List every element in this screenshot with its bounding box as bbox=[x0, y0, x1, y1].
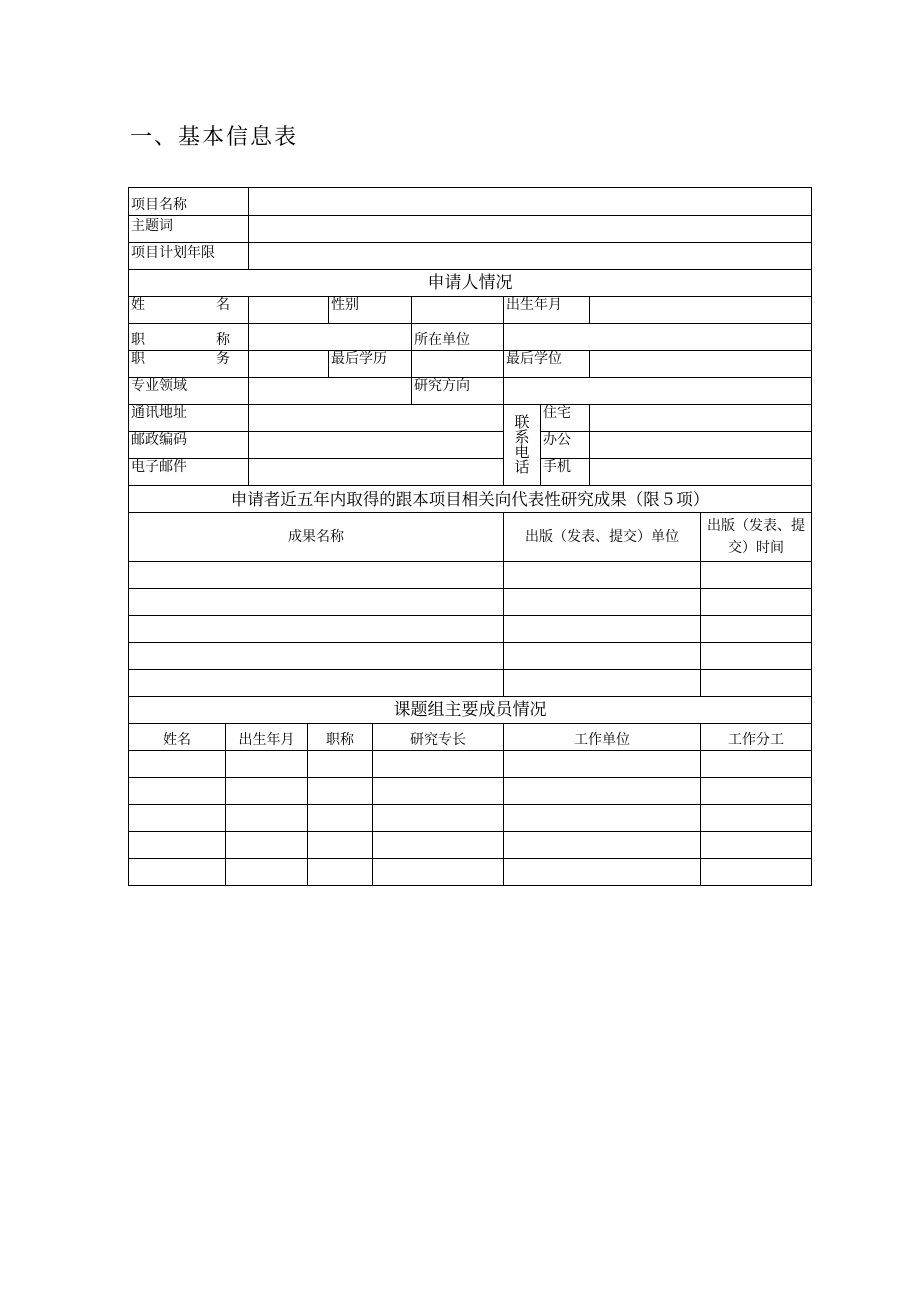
achievement-row-1-cell-1[interactable] bbox=[128, 561, 504, 589]
achievement-row-2-cell-3[interactable] bbox=[700, 588, 812, 616]
member-title-header: 职称 bbox=[307, 723, 373, 751]
project-name-label: 项目名称 bbox=[128, 187, 249, 216]
achievement-row-2-cell-1[interactable] bbox=[128, 588, 504, 616]
contact-phone-char-1: 联 bbox=[514, 413, 530, 431]
title-label-char-1: 职 bbox=[131, 332, 145, 348]
section-title: 一、基本信息表 bbox=[130, 125, 299, 150]
member-row-2-cell-3[interactable] bbox=[307, 777, 373, 805]
achievement-row-2-cell-2[interactable] bbox=[503, 588, 701, 616]
member-name-header: 姓名 bbox=[128, 723, 226, 751]
project-name-field[interactable] bbox=[248, 187, 812, 216]
achievement-row-3-cell-3[interactable] bbox=[700, 615, 812, 643]
member-row-4-cell-4[interactable] bbox=[372, 831, 504, 859]
members-section-heading: 课题组主要成员情况 bbox=[128, 696, 812, 724]
contact-phone-label bbox=[503, 404, 541, 486]
achievement-name-header: 成果名称 bbox=[128, 512, 504, 562]
address-field[interactable] bbox=[248, 404, 504, 432]
member-row-4-cell-3[interactable] bbox=[307, 831, 373, 859]
member-row-4-cell-2[interactable] bbox=[225, 831, 308, 859]
member-row-2-cell-6[interactable] bbox=[700, 777, 812, 805]
achievement-row-1-cell-2[interactable] bbox=[503, 561, 701, 589]
duty-field[interactable] bbox=[248, 350, 329, 378]
member-row-4-cell-6[interactable] bbox=[700, 831, 812, 859]
achievement-row-1-cell-3[interactable] bbox=[700, 561, 812, 589]
member-row-2-cell-4[interactable] bbox=[372, 777, 504, 805]
field-label: 专业领域 bbox=[128, 377, 249, 405]
achievement-row-5-cell-1[interactable] bbox=[128, 669, 504, 697]
member-row-2-cell-5[interactable] bbox=[503, 777, 701, 805]
achievement-row-3-cell-2[interactable] bbox=[503, 615, 701, 643]
address-label: 通讯地址 bbox=[128, 404, 249, 432]
member-row-1-cell-2[interactable] bbox=[225, 750, 308, 778]
mobile-phone-label: 手机 bbox=[540, 458, 590, 486]
degree-label: 最后学位 bbox=[503, 350, 590, 378]
member-row-3-cell-3[interactable] bbox=[307, 804, 373, 832]
member-row-3-cell-4[interactable] bbox=[372, 804, 504, 832]
member-row-5-cell-4[interactable] bbox=[372, 858, 504, 886]
plan-years-field[interactable] bbox=[248, 242, 812, 270]
contact-phone-char-4: 话 bbox=[514, 458, 530, 476]
office-phone-field[interactable] bbox=[589, 431, 812, 459]
achievement-row-5-cell-3[interactable] bbox=[700, 669, 812, 697]
achievement-row-3-cell-1[interactable] bbox=[128, 615, 504, 643]
unit-label: 所在单位 bbox=[411, 323, 504, 351]
achievement-row-5-cell-2[interactable] bbox=[503, 669, 701, 697]
title-label-char-2: 称 bbox=[216, 332, 230, 348]
direction-label: 研究方向 bbox=[411, 377, 504, 405]
member-row-4-cell-1[interactable] bbox=[128, 831, 226, 859]
home-phone-field[interactable] bbox=[589, 404, 812, 432]
member-row-5-cell-1[interactable] bbox=[128, 858, 226, 886]
field-field[interactable] bbox=[248, 377, 412, 405]
member-row-3-cell-5[interactable] bbox=[503, 804, 701, 832]
achievement-row-4-cell-3[interactable] bbox=[700, 642, 812, 670]
office-phone-label: 办公 bbox=[540, 431, 590, 459]
member-row-3-cell-2[interactable] bbox=[225, 804, 308, 832]
name-label-char-1: 姓 bbox=[131, 297, 145, 313]
member-row-1-cell-6[interactable] bbox=[700, 750, 812, 778]
education-field[interactable] bbox=[411, 350, 504, 378]
direction-field[interactable] bbox=[503, 377, 812, 405]
mobile-phone-field[interactable] bbox=[589, 458, 812, 486]
achievement-row-4-cell-1[interactable] bbox=[128, 642, 504, 670]
name-label bbox=[128, 296, 249, 324]
member-row-4-cell-5[interactable] bbox=[503, 831, 701, 859]
name-field[interactable] bbox=[248, 296, 329, 324]
member-row-1-cell-5[interactable] bbox=[503, 750, 701, 778]
member-row-1-cell-1[interactable] bbox=[128, 750, 226, 778]
applicant-section-heading: 申请人情况 bbox=[128, 269, 812, 297]
home-phone-label: 住宅 bbox=[540, 404, 590, 432]
title-field[interactable] bbox=[248, 323, 412, 351]
birth-field[interactable] bbox=[589, 296, 812, 324]
achievement-time-header: 出版（发表、提交）时间 bbox=[700, 512, 812, 562]
duty-label-char-2: 务 bbox=[216, 351, 230, 367]
member-row-1-cell-4[interactable] bbox=[372, 750, 504, 778]
keywords-label: 主题词 bbox=[128, 215, 249, 243]
achievement-row-4-cell-2[interactable] bbox=[503, 642, 701, 670]
member-row-2-cell-2[interactable] bbox=[225, 777, 308, 805]
email-field[interactable] bbox=[248, 458, 504, 486]
member-row-5-cell-2[interactable] bbox=[225, 858, 308, 886]
degree-field[interactable] bbox=[589, 350, 812, 378]
achievement-publisher-header: 出版（发表、提交）单位 bbox=[503, 512, 701, 562]
member-row-2-cell-1[interactable] bbox=[128, 777, 226, 805]
birth-label: 出生年月 bbox=[503, 296, 590, 324]
member-row-3-cell-6[interactable] bbox=[700, 804, 812, 832]
member-row-5-cell-6[interactable] bbox=[700, 858, 812, 886]
duty-label bbox=[128, 350, 249, 378]
member-division-header: 工作分工 bbox=[700, 723, 812, 751]
name-label-char-2: 名 bbox=[216, 297, 230, 313]
contact-phone-char-2: 系 bbox=[514, 428, 530, 446]
gender-label: 性别 bbox=[328, 296, 412, 324]
gender-field[interactable] bbox=[411, 296, 504, 324]
member-row-1-cell-3[interactable] bbox=[307, 750, 373, 778]
title-label bbox=[128, 323, 249, 351]
member-row-5-cell-3[interactable] bbox=[307, 858, 373, 886]
member-specialty-header: 研究专长 bbox=[372, 723, 504, 751]
member-unit-header: 工作单位 bbox=[503, 723, 701, 751]
keywords-field[interactable] bbox=[248, 215, 812, 243]
education-label: 最后学历 bbox=[328, 350, 412, 378]
postcode-field[interactable] bbox=[248, 431, 504, 459]
contact-phone-char-3: 电 bbox=[514, 443, 530, 461]
achievements-section-heading: 申请者近五年内取得的跟本项目相关向代表性研究成果（限５项） bbox=[128, 485, 812, 513]
unit-field[interactable] bbox=[503, 323, 812, 351]
duty-label-char-1: 职 bbox=[131, 351, 145, 367]
postcode-label: 邮政编码 bbox=[128, 431, 249, 459]
member-row-3-cell-1[interactable] bbox=[128, 804, 226, 832]
member-birth-header: 出生年月 bbox=[225, 723, 308, 751]
email-label: 电子邮件 bbox=[128, 458, 249, 486]
member-row-5-cell-5[interactable] bbox=[503, 858, 701, 886]
plan-years-label: 项目计划年限 bbox=[128, 242, 249, 270]
